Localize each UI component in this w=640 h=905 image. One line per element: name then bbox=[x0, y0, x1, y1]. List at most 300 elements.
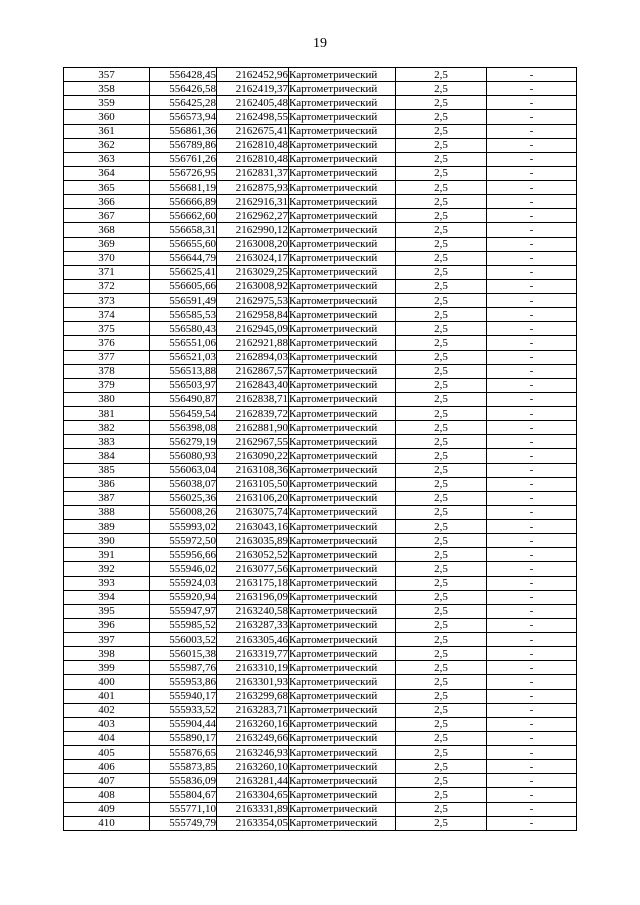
note-cell: - bbox=[487, 520, 577, 534]
accuracy-cell: 2,5 bbox=[396, 562, 487, 576]
method-cell: Картометрический bbox=[289, 816, 396, 830]
x-coordinate-cell: 556644,79 bbox=[150, 251, 217, 265]
accuracy-cell: 2,5 bbox=[396, 294, 487, 308]
method-cell: Картометрический bbox=[289, 124, 396, 138]
method-cell: Картометрический bbox=[289, 237, 396, 251]
accuracy-cell: 2,5 bbox=[396, 816, 487, 830]
table-row bbox=[64, 407, 577, 421]
table-row bbox=[64, 548, 577, 562]
table-row bbox=[64, 392, 577, 406]
x-coordinate-cell: 555804,67 bbox=[150, 788, 217, 802]
method-cell: Картометрический bbox=[289, 378, 396, 392]
method-cell: Картометрический bbox=[289, 166, 396, 180]
method-cell: Картометрический bbox=[289, 138, 396, 152]
method-cell: Картометрический bbox=[289, 308, 396, 322]
table-row bbox=[64, 661, 577, 675]
accuracy-cell: 2,5 bbox=[396, 364, 487, 378]
accuracy-cell: 2,5 bbox=[396, 520, 487, 534]
x-coordinate-cell: 556861,36 bbox=[150, 124, 217, 138]
method-cell: Картометрический bbox=[289, 435, 396, 449]
point-number-cell: 381 bbox=[64, 407, 150, 421]
accuracy-cell: 2,5 bbox=[396, 788, 487, 802]
x-coordinate-cell: 556503,97 bbox=[150, 378, 217, 392]
y-coordinate-cell: 2163319,77 bbox=[217, 647, 289, 661]
y-coordinate-cell: 2162916,31 bbox=[217, 195, 289, 209]
table-row bbox=[64, 562, 577, 576]
method-cell: Картометрический bbox=[289, 96, 396, 110]
table-row bbox=[64, 152, 577, 166]
table-row bbox=[64, 633, 577, 647]
note-cell: - bbox=[487, 562, 577, 576]
method-cell: Картометрический bbox=[289, 689, 396, 703]
x-coordinate-cell: 556761,26 bbox=[150, 152, 217, 166]
accuracy-cell: 2,5 bbox=[396, 308, 487, 322]
point-number-cell: 366 bbox=[64, 195, 150, 209]
accuracy-cell: 2,5 bbox=[396, 548, 487, 562]
x-coordinate-cell: 556580,43 bbox=[150, 322, 217, 336]
note-cell: - bbox=[487, 364, 577, 378]
accuracy-cell: 2,5 bbox=[396, 322, 487, 336]
y-coordinate-cell: 2163246,93 bbox=[217, 746, 289, 760]
x-coordinate-cell: 556428,45 bbox=[150, 68, 217, 82]
method-cell: Картометрический bbox=[289, 68, 396, 82]
y-coordinate-cell: 2162838,71 bbox=[217, 392, 289, 406]
table-row bbox=[64, 675, 577, 689]
table-row bbox=[64, 760, 577, 774]
coordinates-table-body bbox=[64, 68, 577, 831]
point-number-cell: 403 bbox=[64, 717, 150, 731]
accuracy-cell: 2,5 bbox=[396, 251, 487, 265]
note-cell: - bbox=[487, 689, 577, 703]
table-row bbox=[64, 223, 577, 237]
table-row bbox=[64, 68, 577, 82]
y-coordinate-cell: 2162875,93 bbox=[217, 181, 289, 195]
y-coordinate-cell: 2163035,89 bbox=[217, 534, 289, 548]
note-cell: - bbox=[487, 110, 577, 124]
table-row bbox=[64, 378, 577, 392]
point-number-cell: 404 bbox=[64, 731, 150, 745]
note-cell: - bbox=[487, 534, 577, 548]
x-coordinate-cell: 556038,07 bbox=[150, 477, 217, 491]
accuracy-cell: 2,5 bbox=[396, 181, 487, 195]
x-coordinate-cell: 556063,04 bbox=[150, 463, 217, 477]
table-row bbox=[64, 534, 577, 548]
table-row bbox=[64, 96, 577, 110]
accuracy-cell: 2,5 bbox=[396, 576, 487, 590]
accuracy-cell: 2,5 bbox=[396, 774, 487, 788]
y-coordinate-cell: 2163299,68 bbox=[217, 689, 289, 703]
y-coordinate-cell: 2162498,55 bbox=[217, 110, 289, 124]
y-coordinate-cell: 2163301,93 bbox=[217, 675, 289, 689]
table-row bbox=[64, 421, 577, 435]
note-cell: - bbox=[487, 82, 577, 96]
table-row bbox=[64, 435, 577, 449]
y-coordinate-cell: 2162894,03 bbox=[217, 350, 289, 364]
table-row bbox=[64, 590, 577, 604]
accuracy-cell: 2,5 bbox=[396, 463, 487, 477]
note-cell: - bbox=[487, 746, 577, 760]
accuracy-cell: 2,5 bbox=[396, 604, 487, 618]
note-cell: - bbox=[487, 618, 577, 632]
method-cell: Картометрический bbox=[289, 110, 396, 124]
y-coordinate-cell: 2163331,89 bbox=[217, 802, 289, 816]
table-row bbox=[64, 279, 577, 293]
table-row bbox=[64, 350, 577, 364]
point-number-cell: 378 bbox=[64, 364, 150, 378]
y-coordinate-cell: 2163281,44 bbox=[217, 774, 289, 788]
accuracy-cell: 2,5 bbox=[396, 491, 487, 505]
note-cell: - bbox=[487, 477, 577, 491]
method-cell: Картометрический bbox=[289, 618, 396, 632]
y-coordinate-cell: 2163043,16 bbox=[217, 520, 289, 534]
y-coordinate-cell: 2163024,17 bbox=[217, 251, 289, 265]
y-coordinate-cell: 2162831,37 bbox=[217, 166, 289, 180]
x-coordinate-cell: 556513,88 bbox=[150, 364, 217, 378]
x-coordinate-cell: 555836,09 bbox=[150, 774, 217, 788]
y-coordinate-cell: 2162405,48 bbox=[217, 96, 289, 110]
point-number-cell: 361 bbox=[64, 124, 150, 138]
method-cell: Картометрический bbox=[289, 661, 396, 675]
note-cell: - bbox=[487, 294, 577, 308]
y-coordinate-cell: 2162675,41 bbox=[217, 124, 289, 138]
point-number-cell: 389 bbox=[64, 520, 150, 534]
x-coordinate-cell: 556551,06 bbox=[150, 336, 217, 350]
table-row bbox=[64, 703, 577, 717]
point-number-cell: 365 bbox=[64, 181, 150, 195]
point-number-cell: 401 bbox=[64, 689, 150, 703]
point-number-cell: 380 bbox=[64, 392, 150, 406]
table-row bbox=[64, 802, 577, 816]
x-coordinate-cell: 555890,17 bbox=[150, 731, 217, 745]
y-coordinate-cell: 2162810,48 bbox=[217, 152, 289, 166]
note-cell: - bbox=[487, 124, 577, 138]
point-number-cell: 400 bbox=[64, 675, 150, 689]
table-row bbox=[64, 265, 577, 279]
table-row bbox=[64, 166, 577, 180]
y-coordinate-cell: 2163105,50 bbox=[217, 477, 289, 491]
note-cell: - bbox=[487, 251, 577, 265]
accuracy-cell: 2,5 bbox=[396, 760, 487, 774]
y-coordinate-cell: 2163106,20 bbox=[217, 491, 289, 505]
point-number-cell: 394 bbox=[64, 590, 150, 604]
table-row bbox=[64, 308, 577, 322]
note-cell: - bbox=[487, 731, 577, 745]
point-number-cell: 396 bbox=[64, 618, 150, 632]
y-coordinate-cell: 2163260,10 bbox=[217, 760, 289, 774]
point-number-cell: 376 bbox=[64, 336, 150, 350]
accuracy-cell: 2,5 bbox=[396, 661, 487, 675]
method-cell: Картометрический bbox=[289, 449, 396, 463]
x-coordinate-cell: 556426,58 bbox=[150, 82, 217, 96]
accuracy-cell: 2,5 bbox=[396, 407, 487, 421]
accuracy-cell: 2,5 bbox=[396, 265, 487, 279]
x-coordinate-cell: 555940,17 bbox=[150, 689, 217, 703]
accuracy-cell: 2,5 bbox=[396, 717, 487, 731]
y-coordinate-cell: 2162962,27 bbox=[217, 209, 289, 223]
point-number-cell: 382 bbox=[64, 421, 150, 435]
point-number-cell: 372 bbox=[64, 279, 150, 293]
point-number-cell: 385 bbox=[64, 463, 150, 477]
table-row bbox=[64, 774, 577, 788]
x-coordinate-cell: 556681,19 bbox=[150, 181, 217, 195]
y-coordinate-cell: 2163196,09 bbox=[217, 590, 289, 604]
point-number-cell: 370 bbox=[64, 251, 150, 265]
method-cell: Картометрический bbox=[289, 774, 396, 788]
y-coordinate-cell: 2163260,16 bbox=[217, 717, 289, 731]
x-coordinate-cell: 555972,50 bbox=[150, 534, 217, 548]
point-number-cell: 377 bbox=[64, 350, 150, 364]
note-cell: - bbox=[487, 279, 577, 293]
note-cell: - bbox=[487, 336, 577, 350]
x-coordinate-cell: 556459,54 bbox=[150, 407, 217, 421]
method-cell: Картометрический bbox=[289, 294, 396, 308]
accuracy-cell: 2,5 bbox=[396, 237, 487, 251]
method-cell: Картометрический bbox=[289, 647, 396, 661]
accuracy-cell: 2,5 bbox=[396, 746, 487, 760]
point-number-cell: 363 bbox=[64, 152, 150, 166]
method-cell: Картометрический bbox=[289, 675, 396, 689]
table-row bbox=[64, 463, 577, 477]
page-number: 19 bbox=[313, 36, 327, 51]
point-number-cell: 408 bbox=[64, 788, 150, 802]
accuracy-cell: 2,5 bbox=[396, 435, 487, 449]
table-row bbox=[64, 731, 577, 745]
x-coordinate-cell: 556605,66 bbox=[150, 279, 217, 293]
method-cell: Картометрический bbox=[289, 534, 396, 548]
point-number-cell: 399 bbox=[64, 661, 150, 675]
note-cell: - bbox=[487, 604, 577, 618]
method-cell: Картометрический bbox=[289, 548, 396, 562]
x-coordinate-cell: 555924,03 bbox=[150, 576, 217, 590]
note-cell: - bbox=[487, 802, 577, 816]
method-cell: Картометрический bbox=[289, 209, 396, 223]
method-cell: Картометрический bbox=[289, 633, 396, 647]
point-number-cell: 388 bbox=[64, 505, 150, 519]
y-coordinate-cell: 2163075,74 bbox=[217, 505, 289, 519]
x-coordinate-cell: 556279,19 bbox=[150, 435, 217, 449]
y-coordinate-cell: 2162921,88 bbox=[217, 336, 289, 350]
y-coordinate-cell: 2163008,20 bbox=[217, 237, 289, 251]
y-coordinate-cell: 2163287,33 bbox=[217, 618, 289, 632]
note-cell: - bbox=[487, 463, 577, 477]
x-coordinate-cell: 555873,85 bbox=[150, 760, 217, 774]
x-coordinate-cell: 555993,02 bbox=[150, 520, 217, 534]
x-coordinate-cell: 556662,60 bbox=[150, 209, 217, 223]
table-row bbox=[64, 181, 577, 195]
point-number-cell: 402 bbox=[64, 703, 150, 717]
y-coordinate-cell: 2162839,72 bbox=[217, 407, 289, 421]
accuracy-cell: 2,5 bbox=[396, 124, 487, 138]
accuracy-cell: 2,5 bbox=[396, 731, 487, 745]
y-coordinate-cell: 2162810,48 bbox=[217, 138, 289, 152]
point-number-cell: 398 bbox=[64, 647, 150, 661]
x-coordinate-cell: 556789,86 bbox=[150, 138, 217, 152]
note-cell: - bbox=[487, 760, 577, 774]
table-row bbox=[64, 816, 577, 830]
method-cell: Картометрический bbox=[289, 590, 396, 604]
accuracy-cell: 2,5 bbox=[396, 166, 487, 180]
point-number-cell: 357 bbox=[64, 68, 150, 82]
x-coordinate-cell: 556573,94 bbox=[150, 110, 217, 124]
point-number-cell: 397 bbox=[64, 633, 150, 647]
y-coordinate-cell: 2163029,25 bbox=[217, 265, 289, 279]
x-coordinate-cell: 555876,65 bbox=[150, 746, 217, 760]
note-cell: - bbox=[487, 265, 577, 279]
method-cell: Картометрический bbox=[289, 604, 396, 618]
note-cell: - bbox=[487, 703, 577, 717]
point-number-cell: 358 bbox=[64, 82, 150, 96]
note-cell: - bbox=[487, 505, 577, 519]
method-cell: Картометрический bbox=[289, 251, 396, 265]
method-cell: Картометрический bbox=[289, 223, 396, 237]
y-coordinate-cell: 2163240,58 bbox=[217, 604, 289, 618]
table-row bbox=[64, 124, 577, 138]
note-cell: - bbox=[487, 717, 577, 731]
note-cell: - bbox=[487, 308, 577, 322]
x-coordinate-cell: 556585,53 bbox=[150, 308, 217, 322]
y-coordinate-cell: 2162967,55 bbox=[217, 435, 289, 449]
point-number-cell: 387 bbox=[64, 491, 150, 505]
point-number-cell: 360 bbox=[64, 110, 150, 124]
accuracy-cell: 2,5 bbox=[396, 689, 487, 703]
note-cell: - bbox=[487, 166, 577, 180]
accuracy-cell: 2,5 bbox=[396, 477, 487, 491]
accuracy-cell: 2,5 bbox=[396, 534, 487, 548]
table-row bbox=[64, 520, 577, 534]
accuracy-cell: 2,5 bbox=[396, 350, 487, 364]
point-number-cell: 368 bbox=[64, 223, 150, 237]
method-cell: Картометрический bbox=[289, 392, 396, 406]
point-number-cell: 374 bbox=[64, 308, 150, 322]
point-number-cell: 369 bbox=[64, 237, 150, 251]
x-coordinate-cell: 556425,28 bbox=[150, 96, 217, 110]
y-coordinate-cell: 2163283,71 bbox=[217, 703, 289, 717]
method-cell: Картометрический bbox=[289, 717, 396, 731]
table-row bbox=[64, 477, 577, 491]
note-cell: - bbox=[487, 661, 577, 675]
method-cell: Картометрический bbox=[289, 477, 396, 491]
note-cell: - bbox=[487, 675, 577, 689]
table-row bbox=[64, 647, 577, 661]
x-coordinate-cell: 555987,76 bbox=[150, 661, 217, 675]
accuracy-cell: 2,5 bbox=[396, 195, 487, 209]
table-row bbox=[64, 110, 577, 124]
x-coordinate-cell: 555956,66 bbox=[150, 548, 217, 562]
x-coordinate-cell: 556666,89 bbox=[150, 195, 217, 209]
x-coordinate-cell: 555953,86 bbox=[150, 675, 217, 689]
accuracy-cell: 2,5 bbox=[396, 392, 487, 406]
accuracy-cell: 2,5 bbox=[396, 618, 487, 632]
note-cell: - bbox=[487, 788, 577, 802]
x-coordinate-cell: 555904,44 bbox=[150, 717, 217, 731]
point-number-cell: 410 bbox=[64, 816, 150, 830]
point-number-cell: 391 bbox=[64, 548, 150, 562]
point-number-cell: 383 bbox=[64, 435, 150, 449]
y-coordinate-cell: 2163090,22 bbox=[217, 449, 289, 463]
x-coordinate-cell: 555749,79 bbox=[150, 816, 217, 830]
note-cell: - bbox=[487, 181, 577, 195]
accuracy-cell: 2,5 bbox=[396, 336, 487, 350]
point-number-cell: 392 bbox=[64, 562, 150, 576]
method-cell: Картометрический bbox=[289, 788, 396, 802]
accuracy-cell: 2,5 bbox=[396, 703, 487, 717]
method-cell: Картометрический bbox=[289, 421, 396, 435]
method-cell: Картометрический bbox=[289, 731, 396, 745]
method-cell: Картометрический bbox=[289, 463, 396, 477]
note-cell: - bbox=[487, 548, 577, 562]
table-row bbox=[64, 322, 577, 336]
table-row bbox=[64, 689, 577, 703]
y-coordinate-cell: 2162958,84 bbox=[217, 308, 289, 322]
table-row bbox=[64, 294, 577, 308]
table-row bbox=[64, 717, 577, 731]
note-cell: - bbox=[487, 223, 577, 237]
table-row bbox=[64, 364, 577, 378]
y-coordinate-cell: 2163354,05 bbox=[217, 816, 289, 830]
x-coordinate-cell: 556625,41 bbox=[150, 265, 217, 279]
table-row bbox=[64, 138, 577, 152]
accuracy-cell: 2,5 bbox=[396, 802, 487, 816]
accuracy-cell: 2,5 bbox=[396, 110, 487, 124]
coordinates-table bbox=[63, 67, 577, 831]
method-cell: Картометрический bbox=[289, 746, 396, 760]
method-cell: Картометрический bbox=[289, 576, 396, 590]
y-coordinate-cell: 2163077,56 bbox=[217, 562, 289, 576]
x-coordinate-cell: 555985,52 bbox=[150, 618, 217, 632]
point-number-cell: 393 bbox=[64, 576, 150, 590]
method-cell: Картометрический bbox=[289, 760, 396, 774]
y-coordinate-cell: 2163052,52 bbox=[217, 548, 289, 562]
point-number-cell: 407 bbox=[64, 774, 150, 788]
table-row bbox=[64, 505, 577, 519]
table-row bbox=[64, 618, 577, 632]
method-cell: Картометрический bbox=[289, 562, 396, 576]
y-coordinate-cell: 2162867,57 bbox=[217, 364, 289, 378]
point-number-cell: 364 bbox=[64, 166, 150, 180]
note-cell: - bbox=[487, 407, 577, 421]
method-cell: Картометрический bbox=[289, 703, 396, 717]
point-number-cell: 379 bbox=[64, 378, 150, 392]
note-cell: - bbox=[487, 449, 577, 463]
note-cell: - bbox=[487, 322, 577, 336]
y-coordinate-cell: 2162990,12 bbox=[217, 223, 289, 237]
table-row bbox=[64, 82, 577, 96]
table-row bbox=[64, 491, 577, 505]
point-number-cell: 384 bbox=[64, 449, 150, 463]
accuracy-cell: 2,5 bbox=[396, 675, 487, 689]
table-row bbox=[64, 209, 577, 223]
x-coordinate-cell: 556591,49 bbox=[150, 294, 217, 308]
table-row bbox=[64, 251, 577, 265]
note-cell: - bbox=[487, 576, 577, 590]
method-cell: Картометрический bbox=[289, 491, 396, 505]
note-cell: - bbox=[487, 816, 577, 830]
accuracy-cell: 2,5 bbox=[396, 633, 487, 647]
x-coordinate-cell: 556655,60 bbox=[150, 237, 217, 251]
point-number-cell: 390 bbox=[64, 534, 150, 548]
x-coordinate-cell: 555920,94 bbox=[150, 590, 217, 604]
table-row bbox=[64, 788, 577, 802]
method-cell: Картометрический bbox=[289, 407, 396, 421]
x-coordinate-cell: 555771,10 bbox=[150, 802, 217, 816]
y-coordinate-cell: 2163310,19 bbox=[217, 661, 289, 675]
accuracy-cell: 2,5 bbox=[396, 378, 487, 392]
method-cell: Картометрический bbox=[289, 364, 396, 378]
x-coordinate-cell: 556080,93 bbox=[150, 449, 217, 463]
method-cell: Картометрический bbox=[289, 802, 396, 816]
table-row bbox=[64, 746, 577, 760]
note-cell: - bbox=[487, 774, 577, 788]
